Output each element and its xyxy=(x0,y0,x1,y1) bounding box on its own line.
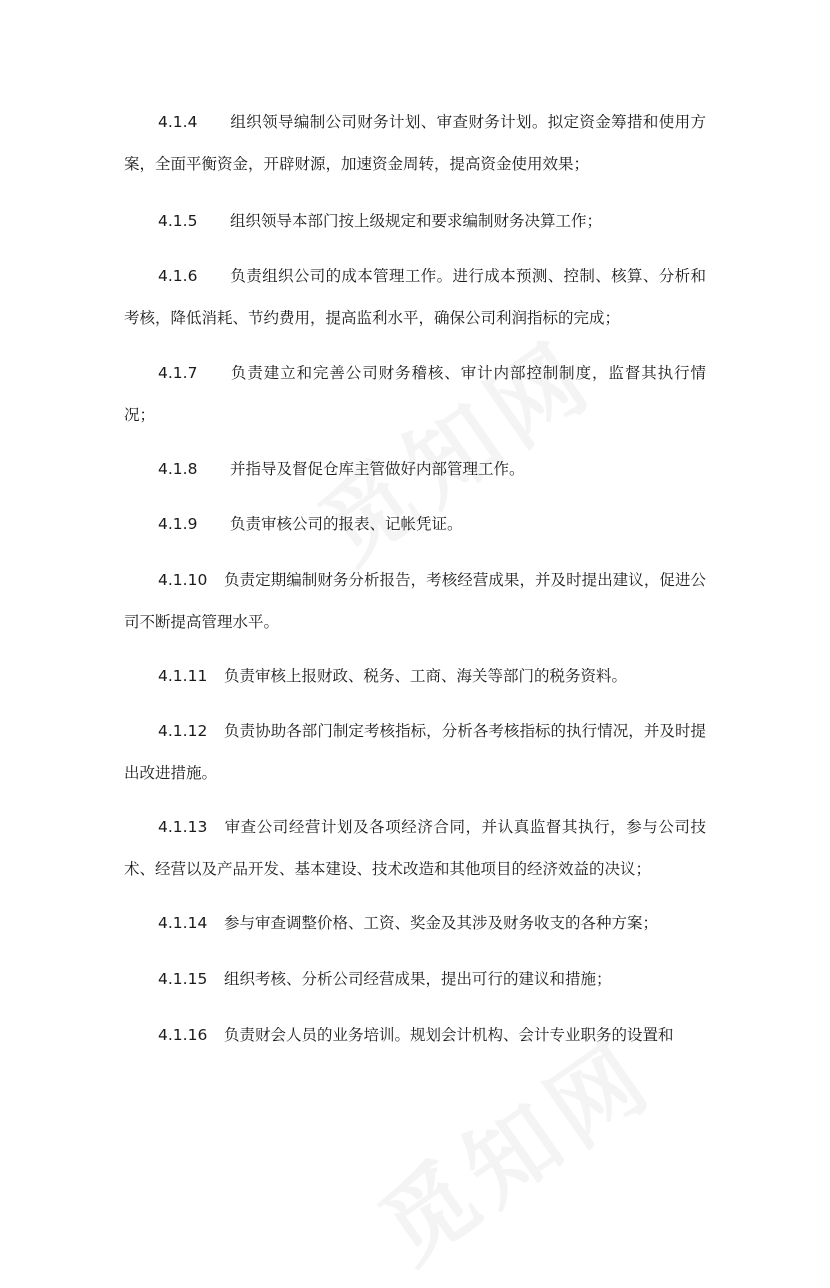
item-number: 4.1.6 xyxy=(158,267,198,285)
list-item xyxy=(124,101,706,185)
item-number: 4.1.8 xyxy=(158,460,198,478)
item-number: 4.1.11 xyxy=(158,667,208,685)
list-item xyxy=(124,200,706,242)
watermark xyxy=(290,304,616,588)
item-text: 参与审查调整价格、工资、奖金及其涉及财务收支的各种方案； xyxy=(224,914,659,932)
list-item xyxy=(124,559,706,643)
list-item xyxy=(124,352,706,436)
item-number: 4.1.5 xyxy=(158,212,198,230)
item-number: 4.1.4 xyxy=(158,113,198,131)
item-number: 4.1.13 xyxy=(158,818,208,836)
item-number: 4.1.15 xyxy=(158,970,208,988)
list-item xyxy=(124,958,706,1000)
item-text: 组织领导编制公司财务计划、审查财务计划。拟定资金筹措和使用方案，全面平衡资金，开辟财源，加速资金周转，提高资金使用效果； xyxy=(124,113,706,173)
item-text: 负责建立和完善公司财务稽核、审计内部控制制度，监督其执行情况； xyxy=(124,364,706,424)
item-text: 负责组织公司的成本管理工作。进行成本预测、控制、核算、分析和考核，降低消耗、节约费用，提高监利水平，确保公司利润指标的完成； xyxy=(124,267,706,327)
list-item xyxy=(124,806,706,890)
list-item xyxy=(124,503,706,545)
item-text: 审查公司经营计划及各项经济合同，并认真监督其执行，参与公司技术、经营以及产品开发、基本建设、技术改造和其他项目的经济效益的决议； xyxy=(124,818,706,878)
list-item xyxy=(124,255,706,339)
item-text: 负责审核上报财政、税务、工商、海关等部门的税务资料。 xyxy=(224,667,628,685)
item-number: 4.1.12 xyxy=(158,722,208,740)
item-number: 4.1.7 xyxy=(158,364,198,382)
item-number: 4.1.16 xyxy=(158,1026,208,1044)
list-item xyxy=(124,1014,706,1056)
item-number: 4.1.14 xyxy=(158,914,208,932)
item-text: 组织领导本部门按上级规定和要求编制财务决算工作； xyxy=(230,212,603,230)
item-text: 组织考核、分析公司经营成果，提出可行的建议和措施； xyxy=(224,970,612,988)
item-number: 4.1.10 xyxy=(158,571,208,589)
item-text: 负责审核公司的报表、记帐凭证。 xyxy=(230,515,463,533)
list-item xyxy=(124,655,706,697)
item-text: 并指导及督促仓库主管做好内部管理工作。 xyxy=(230,460,525,478)
list-item xyxy=(124,710,706,794)
list-item xyxy=(124,902,706,944)
item-text: 负责财会人员的业务培训。规划会计机构、会计专业职务的设置和 xyxy=(224,1026,674,1044)
item-number: 4.1.9 xyxy=(158,515,198,533)
item-text: 负责协助各部门制定考核指标，分析各考核指标的执行情况，并及时提出改进措施。 xyxy=(124,722,706,782)
list-item xyxy=(124,448,706,490)
item-text: 负责定期编制财务分析报告，考核经营成果，并及时提出建议，促进公司不断提高管理水平。 xyxy=(124,571,706,631)
